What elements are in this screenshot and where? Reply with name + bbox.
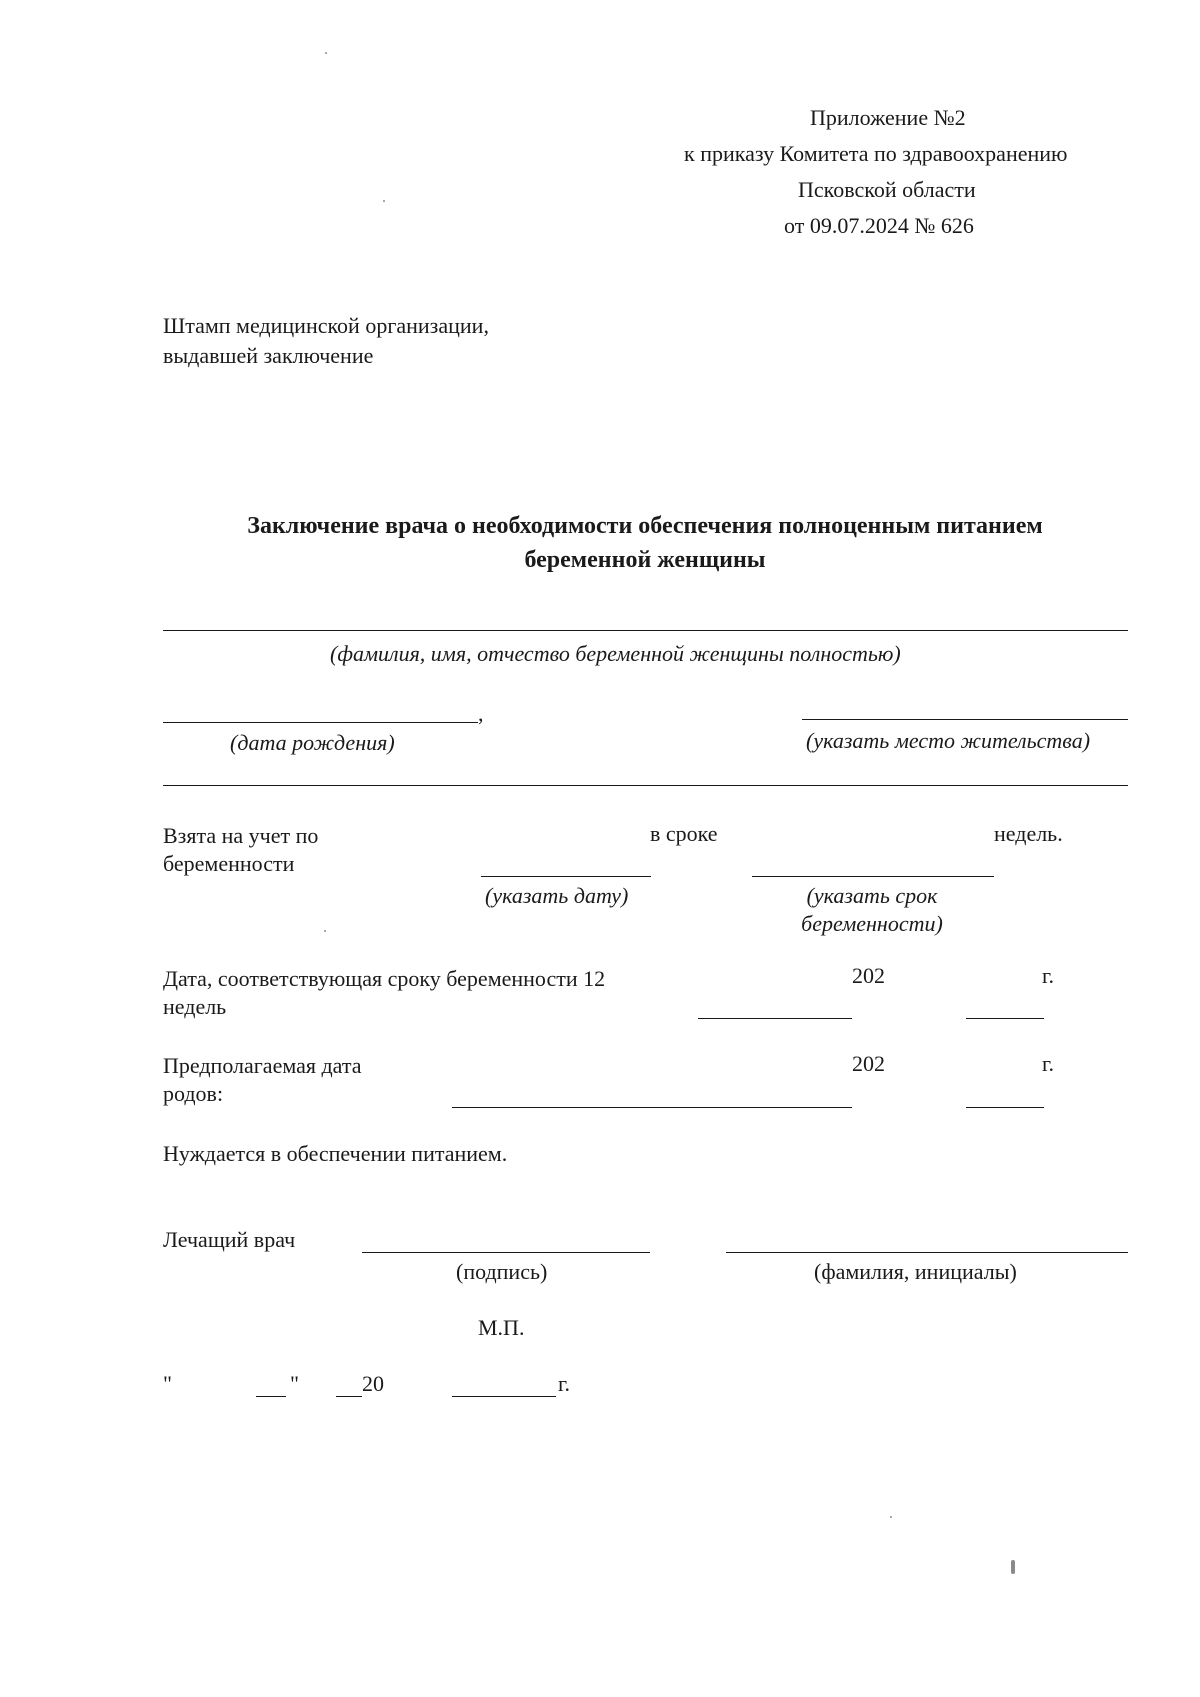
- date-12-weeks-year-suffix: г.: [1042, 963, 1055, 988]
- registered-label-line1: Взята на учет по: [163, 823, 319, 848]
- date-12-weeks-year-prefix: 202: [852, 963, 885, 988]
- scan-speck: [1011, 1560, 1015, 1574]
- appendix-date-number: от 09.07.2024 № 626: [784, 213, 974, 238]
- due-date-label-line2: родов:: [163, 1081, 224, 1106]
- birthdate-input-line[interactable]: [163, 722, 478, 723]
- fio-input-line[interactable]: [163, 630, 1128, 631]
- signature-input-line[interactable]: [362, 1252, 650, 1253]
- date-year-input-line[interactable]: [452, 1396, 556, 1397]
- date-month-input-line[interactable]: [336, 1396, 362, 1397]
- needs-nutrition-statement: Нуждается в обеспечении питанием.: [163, 1141, 508, 1166]
- date-year-suffix: г.: [558, 1371, 571, 1396]
- stamp-label-line1: Штамп медицинской организации,: [163, 313, 489, 338]
- registration-date-caption: (указать дату): [485, 883, 629, 908]
- date-12-weeks-label-line2: недель: [163, 994, 227, 1019]
- due-date-year-prefix: 202: [852, 1051, 885, 1076]
- due-date-input-line[interactable]: [452, 1107, 852, 1108]
- date-quote-open: ": [163, 1371, 172, 1396]
- scan-speck: [325, 52, 327, 54]
- residence-caption: (указать место жительства): [806, 728, 1091, 753]
- due-date-year-input-line[interactable]: [966, 1107, 1044, 1108]
- scan-speck: [383, 200, 385, 202]
- due-date-label-line1: Предполагаемая дата: [163, 1053, 362, 1078]
- doctor-label: Лечащий врач: [163, 1227, 296, 1252]
- appendix-order-ref: к приказу Комитета по здравоохранению: [684, 141, 1068, 166]
- birthdate-caption: (дата рождения): [230, 730, 395, 755]
- weeks-label: недель.: [994, 821, 1063, 846]
- doctor-name-caption: (фамилия, инициалы): [814, 1259, 1017, 1284]
- stamp-label-line2: выдавшей заключение: [163, 343, 374, 368]
- fio-caption: (фамилия, имя, отчество беременной женщины полностью): [330, 641, 901, 666]
- appendix-number: Приложение №2: [810, 105, 966, 130]
- scan-speck: [324, 930, 326, 932]
- signature-caption: (подпись): [456, 1259, 548, 1284]
- pregnancy-term-caption-line1: (указать срок: [806, 883, 938, 908]
- residence-input-line[interactable]: [802, 719, 1128, 720]
- scan-speck: [890, 1516, 892, 1518]
- document-title-line2: беременной женщины: [524, 547, 766, 573]
- registration-date-input-line[interactable]: [481, 876, 651, 877]
- date-quote-close: ": [290, 1371, 299, 1396]
- doctor-name-input-line[interactable]: [726, 1252, 1128, 1253]
- pregnancy-term-input-line[interactable]: [752, 876, 994, 877]
- pregnancy-term-caption-line2: беременности): [801, 911, 943, 936]
- birthdate-comma: ,: [478, 701, 484, 726]
- document-title-line1: Заключение врача о необходимости обеспечения полноценным питанием: [247, 513, 1043, 539]
- residence-continuation-line[interactable]: [163, 785, 1128, 786]
- registered-label-line2: беременности: [163, 851, 295, 876]
- date-day-input-line[interactable]: [256, 1396, 286, 1397]
- date-12-weeks-year-input-line[interactable]: [966, 1018, 1044, 1019]
- due-date-year-suffix: г.: [1042, 1051, 1055, 1076]
- appendix-region: Псковской области: [798, 177, 976, 202]
- date-12-weeks-input-line[interactable]: [698, 1018, 852, 1019]
- in-term-label: в сроке: [650, 821, 718, 846]
- date-12-weeks-label-line1: Дата, соответствующая сроку беременности 12: [163, 966, 606, 991]
- date-year-prefix: 20: [362, 1371, 384, 1396]
- seal-placeholder: М.П.: [478, 1315, 525, 1340]
